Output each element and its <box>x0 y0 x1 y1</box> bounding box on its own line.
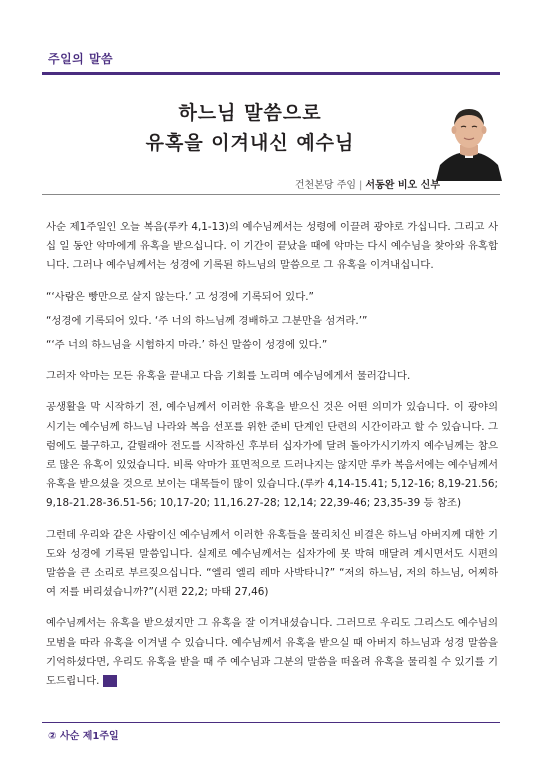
title-line-1: 하느님 말씀으로 <box>178 102 322 124</box>
conclusion-text: 예수님께서는 유혹을 받으셨지만 그 유혹을 잘 이겨내셨습니다. 그러므로 우리도 그리스도 예수님의 모범을 따라 유혹을 이겨낼 수 있습니다. 예수님께서 유혹을 받으실 때 아버지 하느님과 성경 말씀을 기억하셨다면, 우리도 유혹을 받을 때 주 예수님과 그분의 말씀을 떠올려 유혹을 물리칠 수 있기를 기도드립니다. <box>46 617 498 688</box>
author-byline <box>200 176 440 191</box>
page-footer: ② 사순 제1주일 <box>48 731 119 742</box>
paragraph-devil-departs: 그러자 악마는 모든 유혹을 끝내고 다음 기회를 노리며 예수님에게서 물러갑니다. <box>46 370 411 383</box>
quote-3: “‘주 너의 하느님을 시험하지 마라.’ 하신 말씀이 성경에 있다.” <box>46 339 328 352</box>
author-role: 건천본당 주임 <box>294 180 357 191</box>
end-mark-icon <box>103 675 117 687</box>
bottom-divider <box>42 722 500 723</box>
author-separator: | <box>359 180 363 191</box>
article-body <box>46 218 498 703</box>
byline-divider <box>42 194 500 195</box>
section-label: 주일의 말씀 <box>48 52 114 66</box>
author-name: 서동완 비오 신부 <box>365 180 440 191</box>
quote-2: “성경에 기록되어 있다. ‘주 너의 하느님께 경배하고 그분만을 섬겨라.’” <box>46 314 368 327</box>
paragraph-conclusion <box>46 614 498 691</box>
article-title <box>80 98 420 158</box>
paragraph-secret: 그런데 우리와 같은 사람이신 예수님께서 이러한 유혹들을 물리치신 비결은 하느님 아버지께 대한 기도와 성경에 기록된 말씀입니다. 실제로 예수님께서는 십자가에 못 박혀 매달려 계시면서도 시편의 말씀을 큰 소리로 부르짖으십니다. “엘리 엘리 레마 사박타니?” “저의 하느님, 저의 하느님, 어찌하여 저를 버리셨습니까?”(시편 22,2; 마태 27,46) <box>46 528 498 599</box>
paragraph-intro: 사순 제1주일인 오늘 복음(루카 4,1-13)의 예수님께서는 성령에 이끌려 광야로 가십니다. 그리고 사십 일 동안 악마에게 유혹을 받으십니다. 이 기간이 끝났을 때에 악마는 다시 예수님을 찾아와 유혹합니다. 그러나 예수님께서는 성경에 기록된 하느님의 말씀으로 그 유혹을 이겨내십니다. <box>46 221 498 272</box>
author-portrait <box>434 103 504 181</box>
top-divider <box>42 72 500 75</box>
title-line-2: 유혹을 이겨내신 예수님 <box>145 132 355 154</box>
paragraph-meaning: 공생활을 막 시작하기 전, 예수님께서 이러한 유혹을 받으신 것은 어떤 의미가 있습니다. 이 광야의 시기는 예수님께 하느님 나라와 복음 선포를 위한 준비 단계인 단련의 시간이라고 할 수 있습니다. 그럼에도 불구하고, 갈릴래아 전도를 시작하신 후부터 십자가에 달려 돌아가시기까지 예수님께는 참으로 많은 유혹이 있었습니다. 비록 악마가 표면적으로 드러나지는 않지만 루카 복음서에는 예수님께서 유혹을 받으셨을 것으로 보이는 대목들이 많이 있습니다.(루카 4,14-15.41; 5,12-16; 8,19-21.56; 9,18-21.28-36.51-56; 10,17-20; 11,16.27-28; 12,14; 22,39-46; 23,35-39 등 참조) <box>46 401 498 510</box>
quote-1: “‘사람은 빵만으로 살지 않는다.’ 고 성경에 기록되어 있다.” <box>46 290 314 303</box>
